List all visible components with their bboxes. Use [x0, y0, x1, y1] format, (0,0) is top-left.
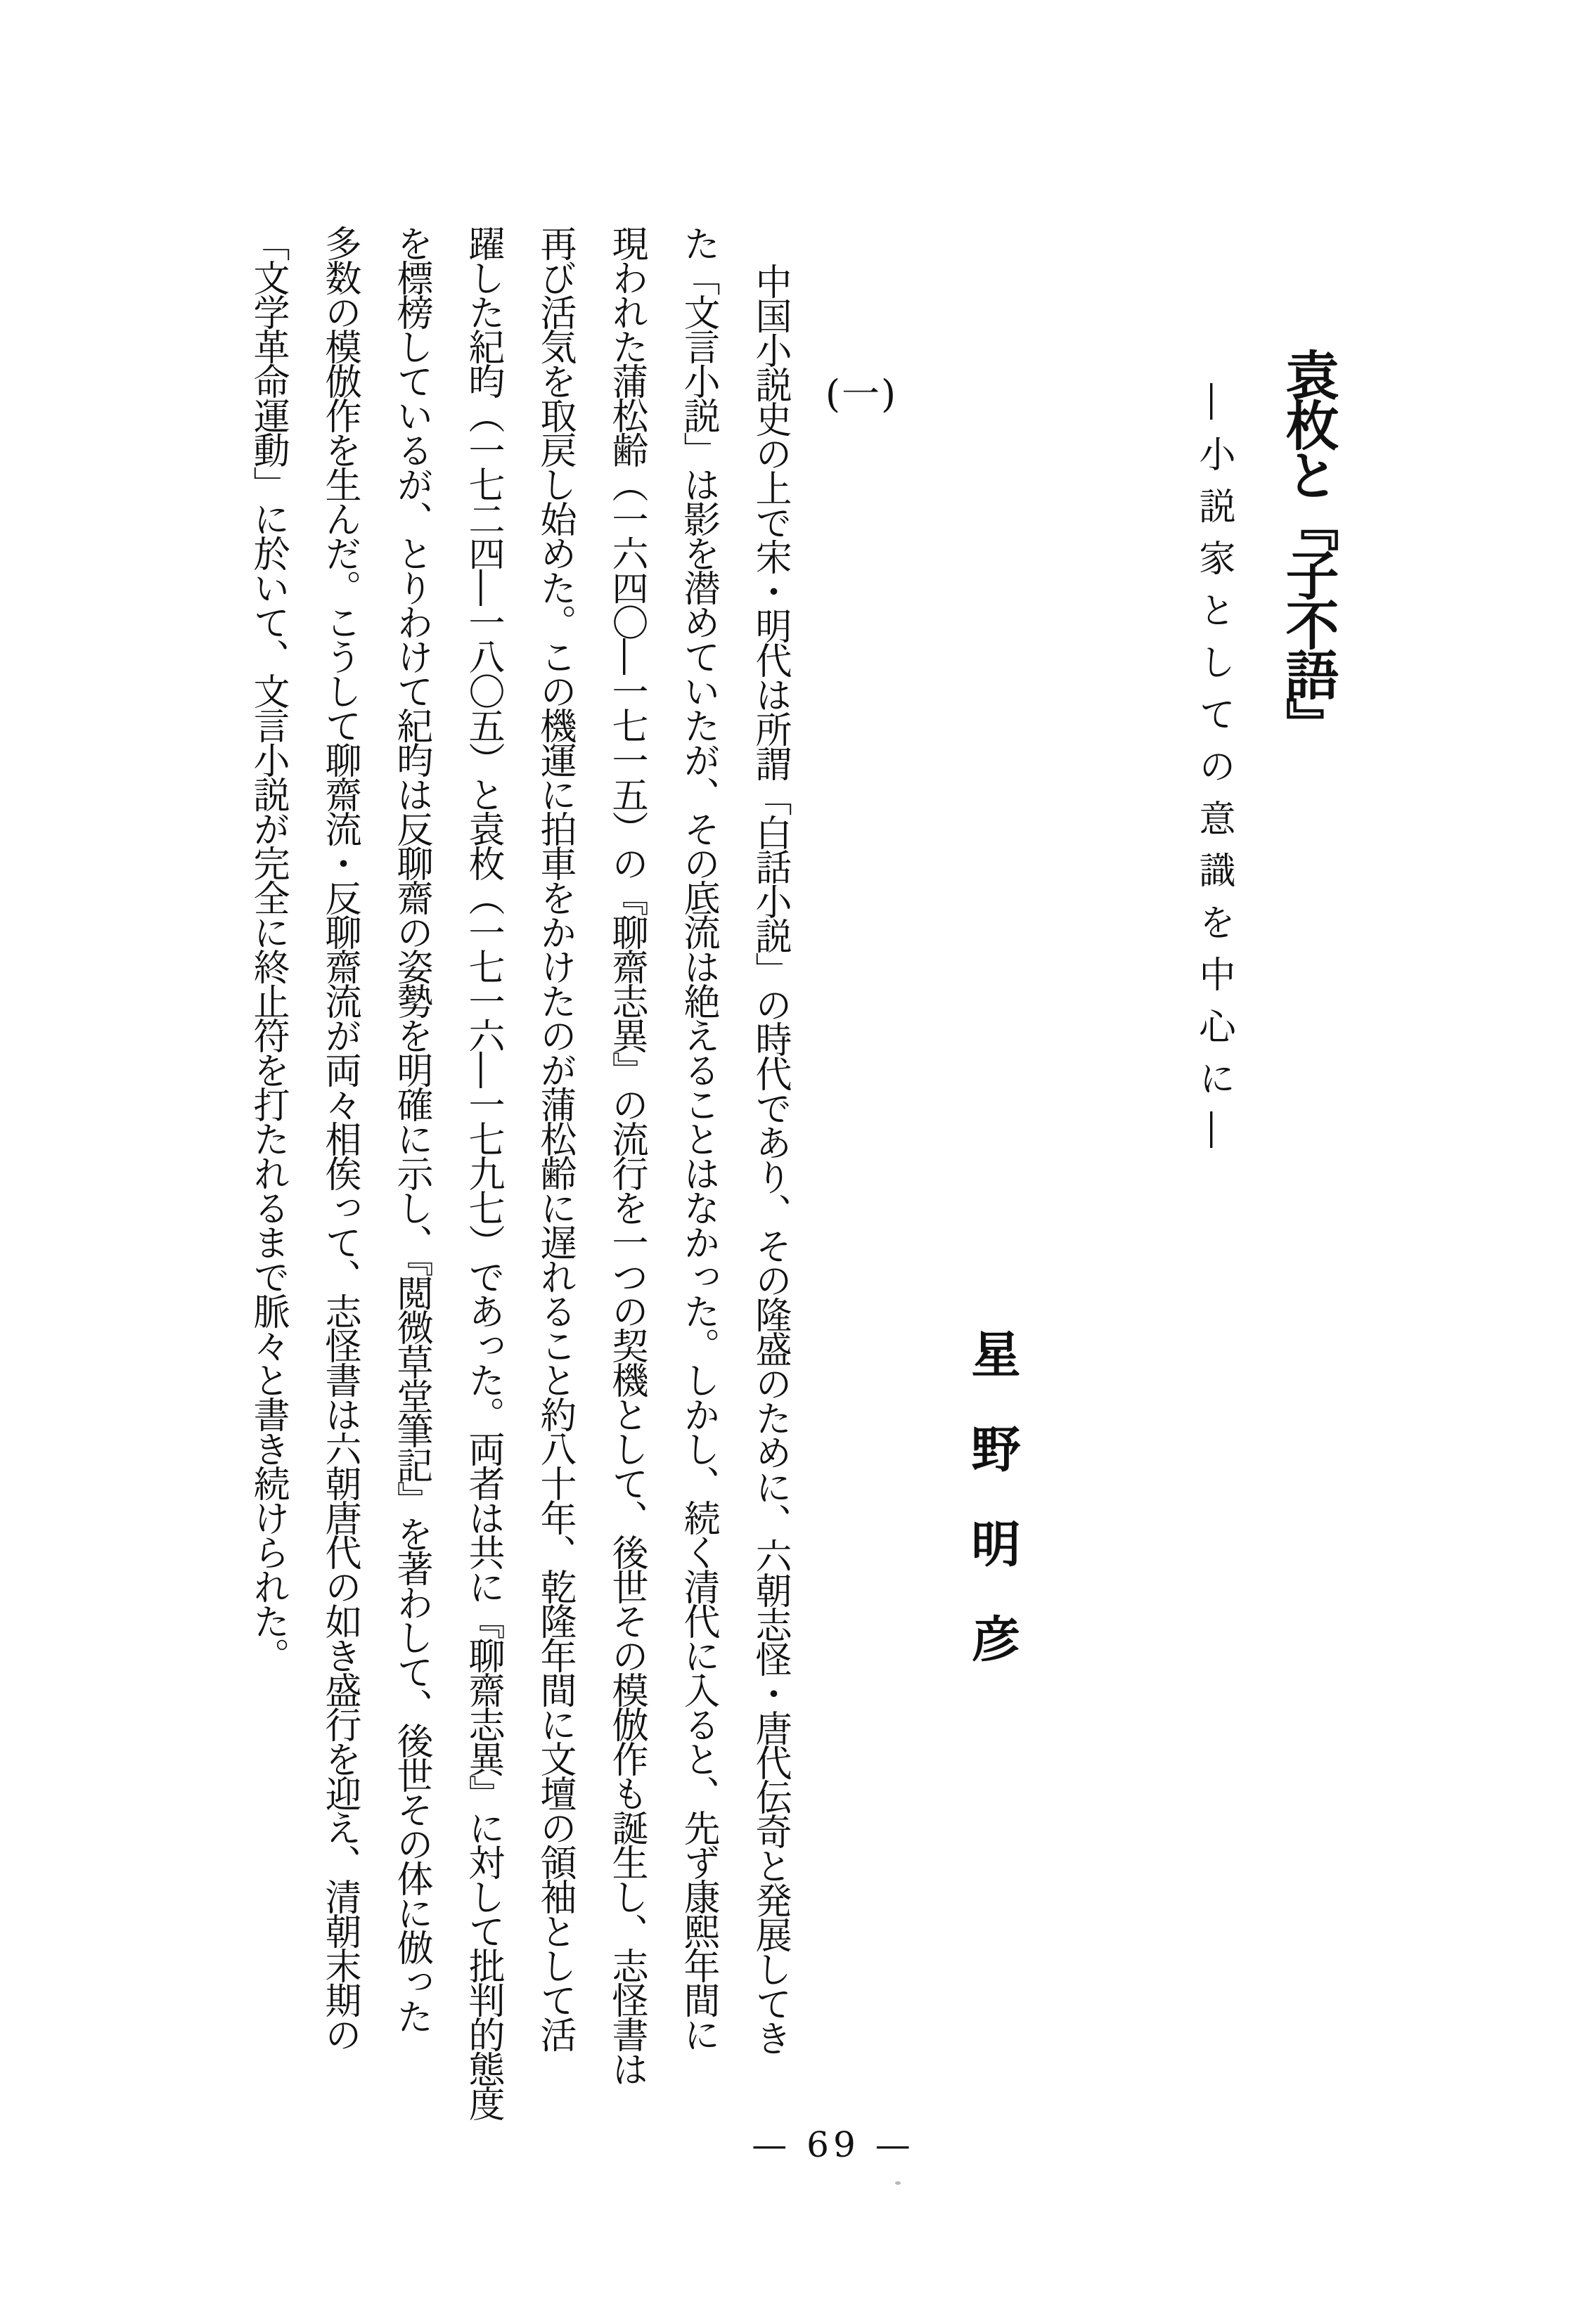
body-column-5: 躍した紀昀（一七二四―一八〇五）と袁枚（一七一六―一七九七）であった。両者は共に『聊齋志異』に対して批判的態度	[462, 225, 504, 2119]
body-column-4: 再び活気を取戻し始めた。この機運に拍車をかけたのが蒲松齢に遅れること約八十年、乾隆年間に文壇の領袖として活	[534, 225, 576, 2051]
article-title: 袁枚と『子不語』	[1277, 348, 1339, 747]
page-number: — 69 —	[752, 2124, 915, 2165]
section-marker: (一)	[825, 372, 898, 416]
body-text	[247, 225, 791, 2119]
body-column-6: を標榜しているが、とりわけて紀昀は反聊齋の姿勢を明確に示し、『閲微草堂筆記』を著わして、後世その体に倣った	[390, 225, 432, 2032]
author-name: 星野明彦	[963, 1329, 1022, 1708]
article-subtitle: ―小説家としての意識を中心に―	[1192, 383, 1235, 1163]
body-column-8: 「文学革命運動」に於いて、文言小説が完全に終止符を打たれるまで脈々と書き続けられた。	[247, 225, 289, 1672]
body-column-1: 中国小説史の上で宋・明代は所謂「白話小説」の時代であり、その隆盛のために、六朝志怪・唐代伝奇と発展してき	[749, 263, 791, 2054]
body-column-7: 多数の模倣作を生んだ。こうして聊齋流・反聊齋流が両々相俟って、志怪書は六朝唐代の如き盛行を迎え、清朝末期の	[319, 225, 361, 2051]
body-column-3: 現われた蒲松齢（一六四〇―一七一五）の『聊齋志異』の流行を一つの契機として、後世その模倣作も誕生し、志怪書は	[605, 225, 648, 2085]
body-column-2: た「文言小説」は影を潜めていたが、その底流は絶えることはなかった。しかし、続く清代に入ると、先ず康熙年間に	[677, 225, 719, 2051]
scan-speck	[895, 2181, 901, 2185]
